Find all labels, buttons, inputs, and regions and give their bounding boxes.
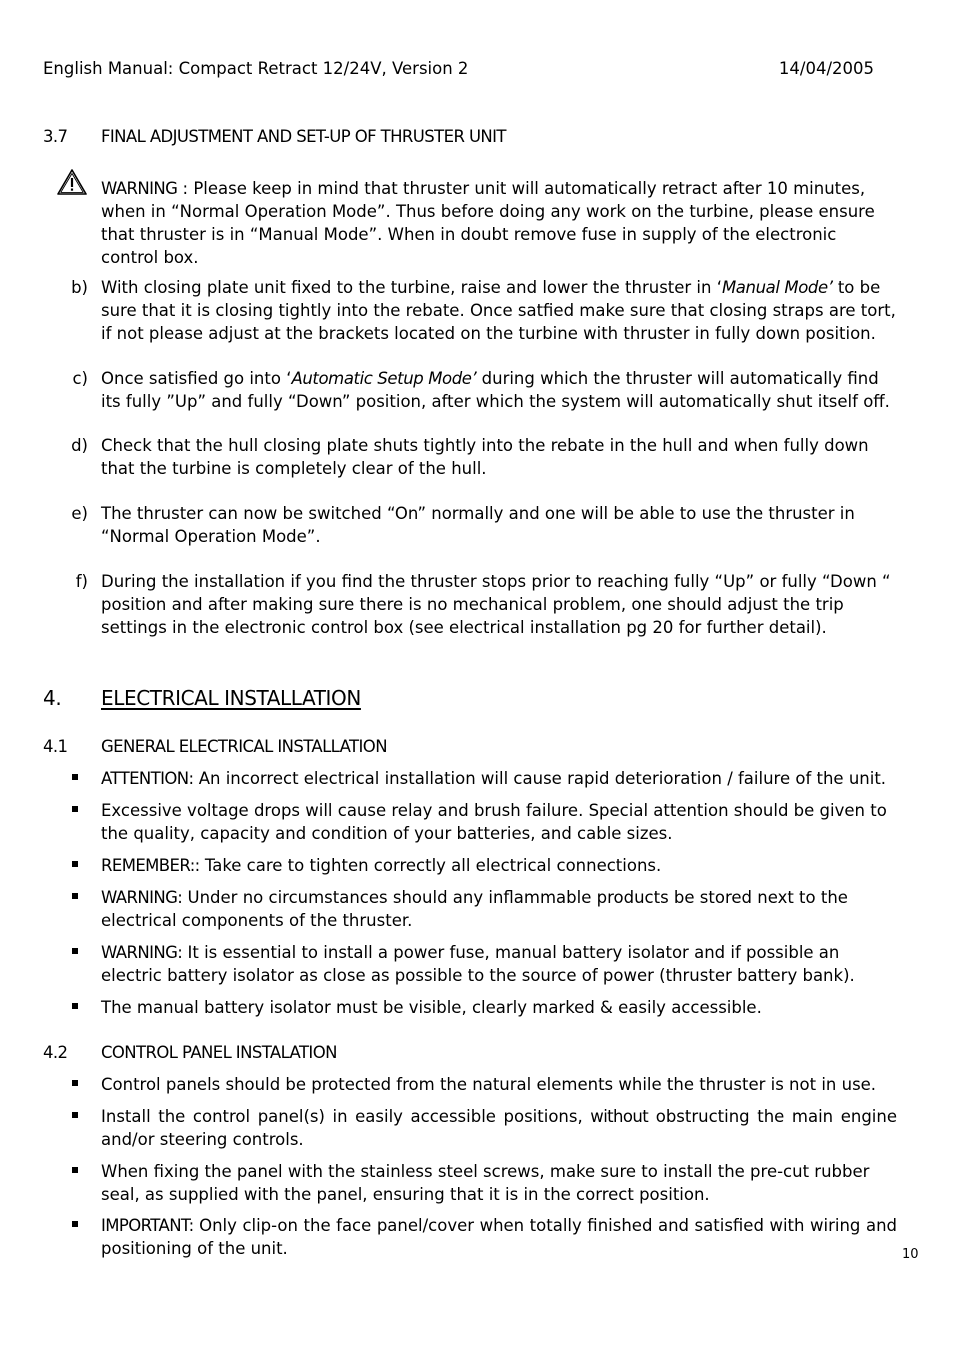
section-title: FINAL ADJUSTMENT AND SET-UP OF THRUSTER UNIT: [101, 127, 506, 146]
square-bullet-icon: [72, 1003, 78, 1009]
bullet-important: [101, 1214, 897, 1260]
item-label-d: d): [71, 436, 88, 455]
warning-paragraph: [101, 177, 897, 269]
bullet-text: An incorrect electrical installation will cause rapid deterioration / failure of the unit.: [193, 769, 887, 788]
item-b: [101, 276, 897, 345]
section-number: 4.1: [43, 737, 68, 756]
bullet-keyword: WARNING:: [101, 888, 183, 907]
square-bullet-icon: [72, 806, 78, 812]
section-title: ELECTRICAL INSTALLATION: [101, 686, 361, 710]
bullet-isolator: [101, 996, 897, 1019]
item-f: During the installation if you find the thruster stops prior to reaching fully “Up” or fully “Down “ position and after making sure there is no mechanical problem, one should adjust the trip settings in the electronic control box (see electrical installation pg 20 for further detail).: [101, 572, 891, 637]
bullet-text: It is essential to install a power fuse, manual battery isolator and if possible an electric battery isolator as close as possible to the source of power (thruster battery bank).: [101, 943, 855, 985]
bullet-keyword: WARNING:: [101, 943, 183, 962]
square-bullet-icon: [72, 861, 78, 867]
bullet-text-cont: obstructing the main engine and/or steering controls.: [101, 1107, 897, 1149]
manual-mode-term: Manual Mode’: [721, 278, 833, 297]
square-bullet-icon: [72, 948, 78, 954]
bullet-text: Install the control panel(s) in easily accessible positions,: [101, 1107, 591, 1126]
bullet-keyword: REMEMBER::: [101, 856, 200, 875]
automatic-setup-mode-term: Automatic Setup Mode’: [291, 369, 477, 388]
square-bullet-icon: [72, 1221, 78, 1227]
item-d: Check that the hull closing plate shuts tightly into the rebate in the hull and when fully down that the turbine is completely clear of the hull.: [101, 436, 869, 478]
bullet-warning-fuse: [101, 941, 897, 987]
section-number: 4.: [43, 686, 62, 710]
section-number: 4.2: [43, 1043, 68, 1062]
bullet-text: The manual battery isolator must be visible, clearly marked & easily accessible.: [101, 998, 762, 1017]
square-bullet-icon: [72, 893, 78, 899]
bullet-keyword: ATTENTION:: [101, 769, 194, 788]
header-title: English Manual: Compact Retract 12/24V, Version 2: [43, 59, 469, 78]
page-number: 10: [902, 1247, 919, 1262]
bullet-voltage-drops: [101, 799, 897, 845]
item-label-f: f): [75, 572, 88, 591]
item-c: [101, 367, 897, 413]
bullet-text: Under no circumstances should any inflammable products be stored next to the electrical components of the thruster.: [101, 888, 848, 930]
item-label-e: e): [71, 504, 88, 523]
section-number: 3.7: [43, 127, 68, 146]
warning-triangle-icon: [57, 169, 87, 195]
section-title: GENERAL ELECTRICAL INSTALLATION: [101, 737, 387, 756]
bullet-protected: Control panels should be protected from the natural elements while the thruster is not in use.: [101, 1075, 877, 1094]
square-bullet-icon: [72, 1167, 78, 1173]
bullet-remember: [101, 854, 897, 877]
item-label-b: b): [71, 278, 88, 297]
warning-text: : Please keep in mind that thruster unit will automatically retract after 10 minutes, when in “Normal Operation Mode”. Thus before doing any work on the turbine, please ensure that thruster is in “Manual Mode”. When in doubt remove fuse in supply of the electronic control box.: [101, 179, 875, 267]
bullet-warning-inflammable: [101, 886, 897, 932]
square-bullet-icon: [72, 1112, 78, 1118]
item-b-text-cont: to be sure that it is closing tightly into the rebate. Once satfied make sure that closing straps are tort, if not please adjust at the brackets located on the turbine with thruster in fully down position.: [101, 278, 896, 343]
bullet-keyword: IMPORTANT:: [101, 1216, 194, 1235]
item-label-c: c): [72, 369, 88, 388]
square-bullet-icon: [72, 774, 78, 780]
page-header: [43, 57, 874, 80]
item-b-text: With closing plate unit fixed to the turbine, raise and lower the thruster in ‘: [101, 278, 722, 297]
item-c-text-cont: during which the thruster will automatically find its fully ”Up” and fully “Down” position, after which the system will automatically shut itself off.: [101, 369, 890, 411]
bullet-install-panel: [101, 1105, 897, 1151]
warning-label: WARNING: [101, 179, 178, 198]
item-c-text: Once satisfied go into ‘: [101, 369, 292, 388]
bullet-attention: [101, 767, 897, 790]
bullet-keyword: without: [590, 1107, 649, 1126]
bullet-text: Take care to tighten correctly all electrical connections.: [199, 856, 662, 875]
bullet-rubber-seal: When fixing the panel with the stainless steel screws, make sure to install the pre-cut rubber seal, as supplied with the panel, ensuring that it is in the correct position.: [101, 1162, 870, 1204]
item-e: The thruster can now be switched “On” normally and one will be able to use the thruster in “Normal Operation Mode”.: [101, 504, 855, 546]
section-title: CONTROL PANEL INSTALATION: [101, 1043, 337, 1062]
square-bullet-icon: [72, 1080, 78, 1086]
bullet-text: Only clip-on the face panel/cover when totally finished and satisfied with wiring and positioning of the unit.: [101, 1216, 897, 1258]
header-date: 14/04/2005: [778, 59, 874, 78]
bullet-text: Excessive voltage drops will cause relay and brush failure. Special attention should be given to the quality, capacity and condition of your batteries, and cable sizes.: [101, 801, 887, 843]
